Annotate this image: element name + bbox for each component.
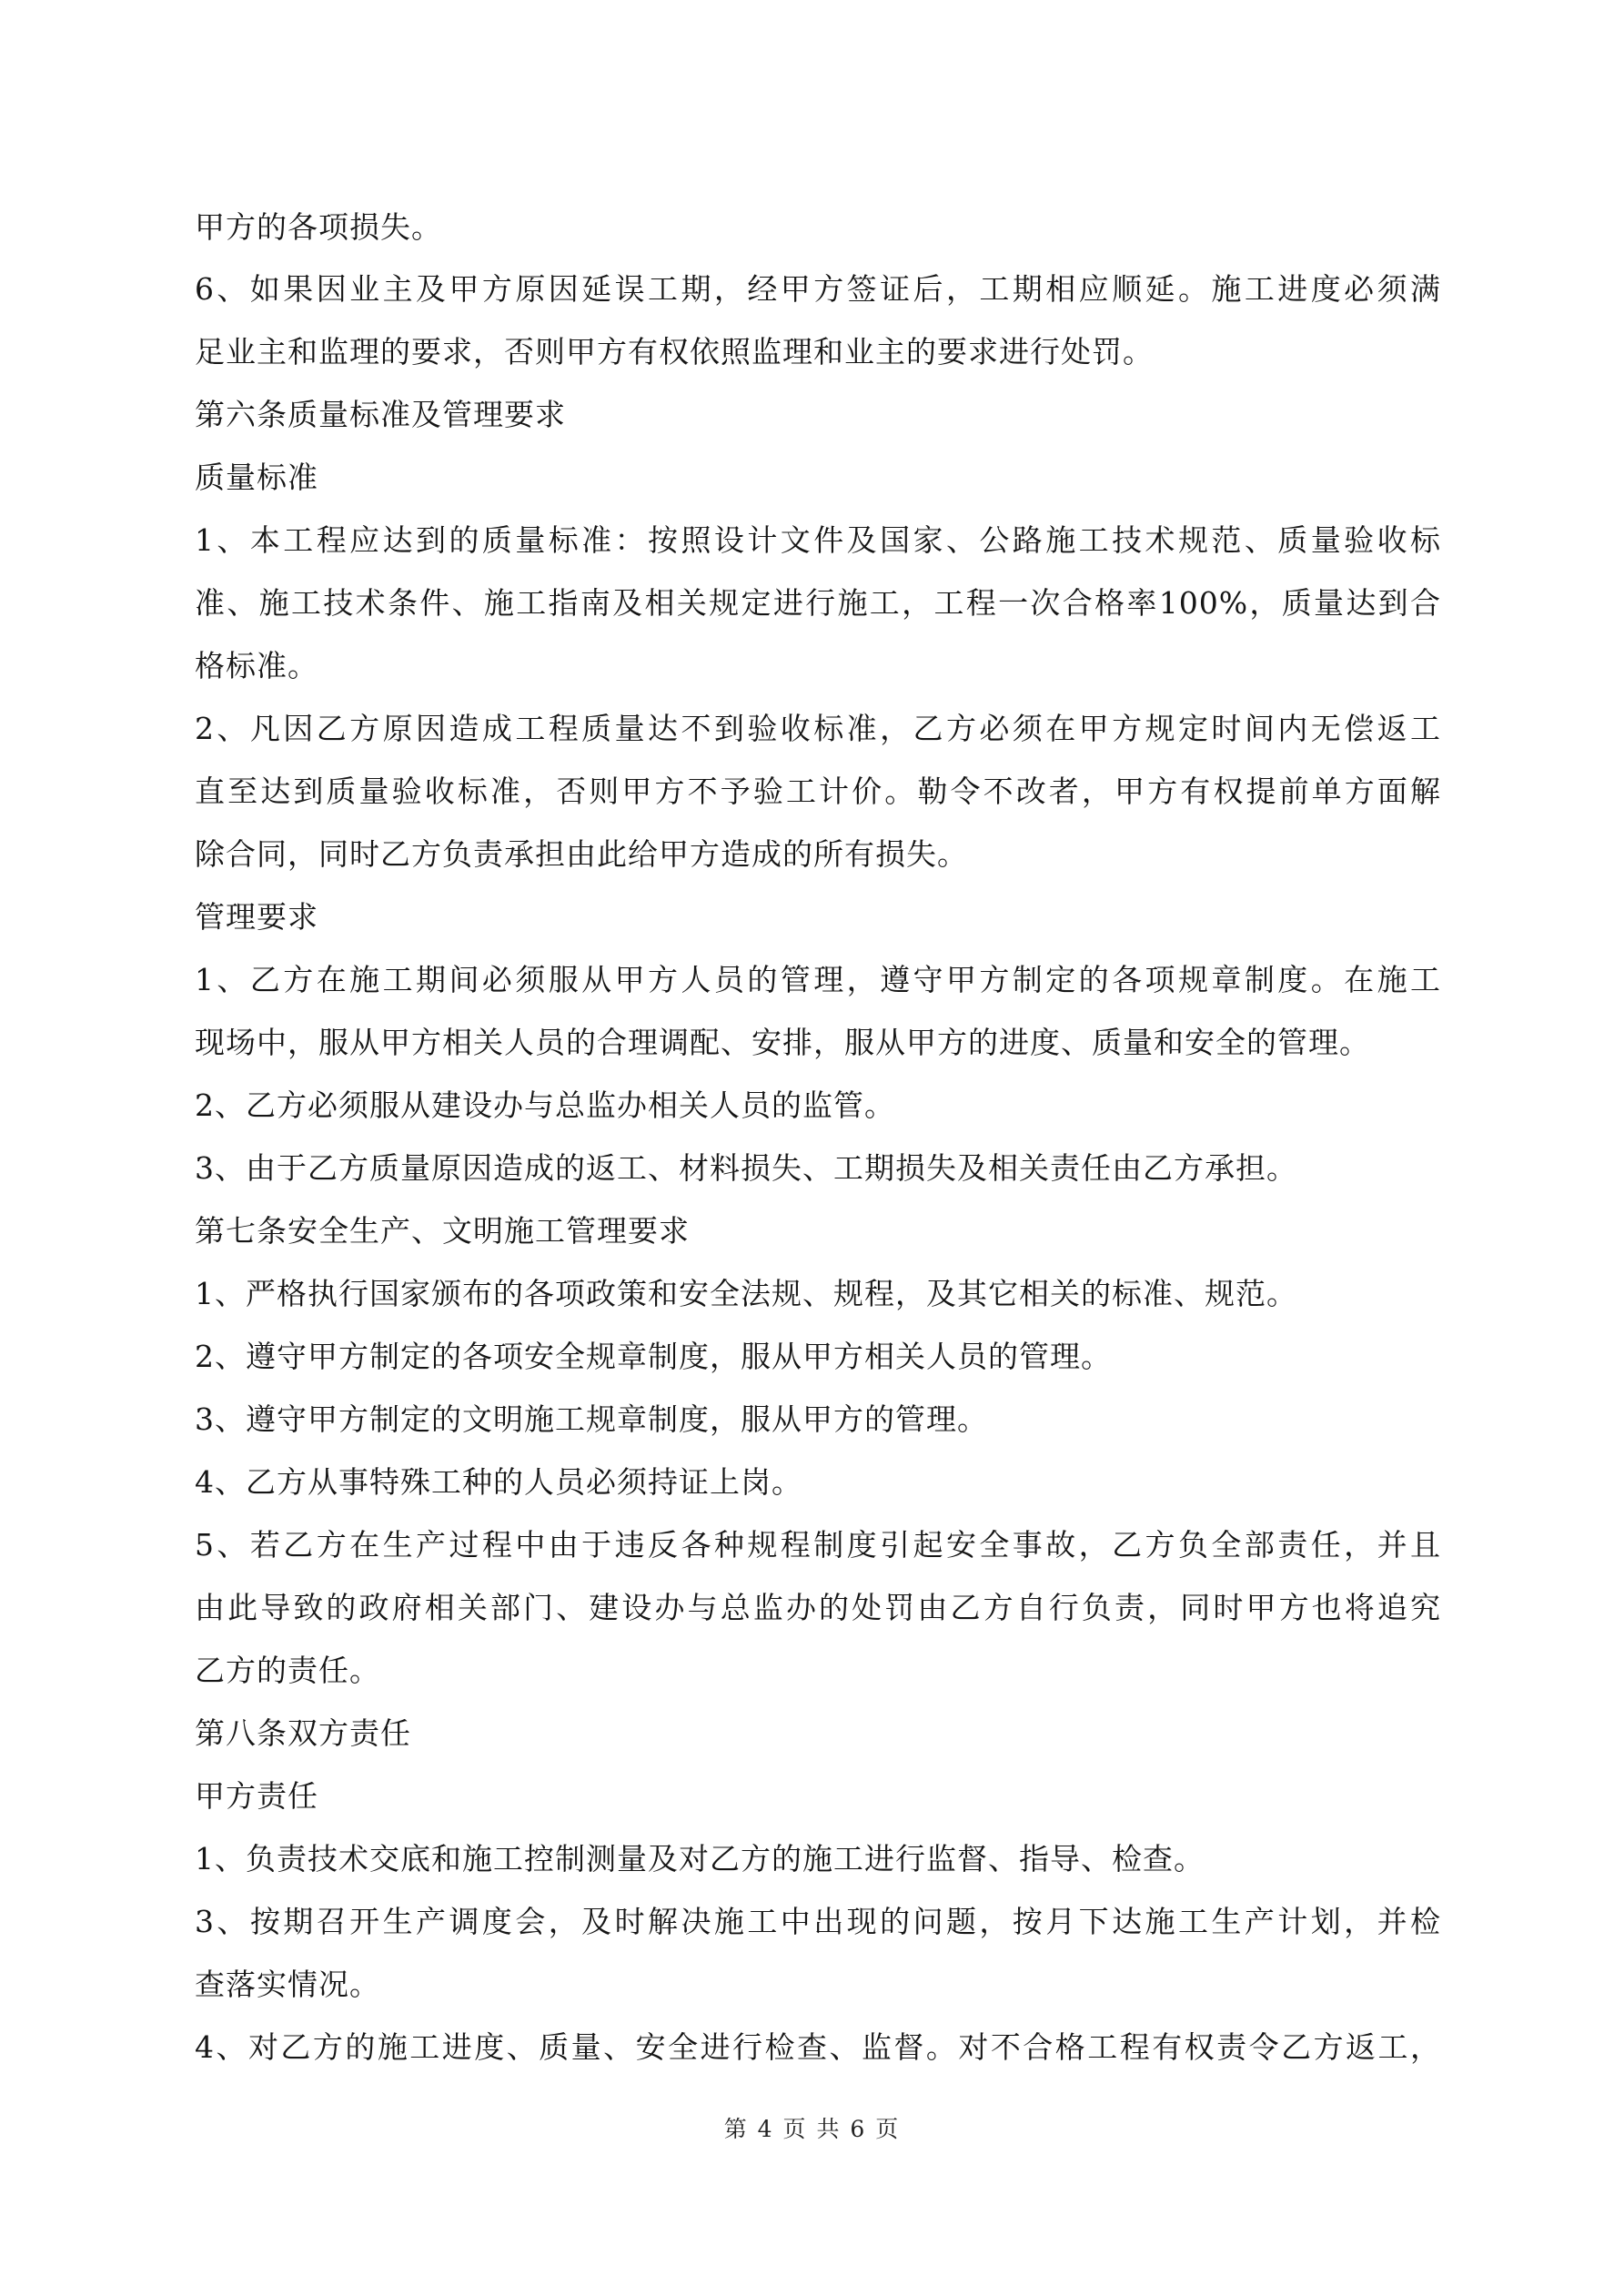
subsection-heading: 甲方责任 [195, 1778, 318, 1814]
text-line: 1、本工程应达到的质量标准：按照设计文件及国家、公路施工技术规范、质量验收标 [195, 522, 1441, 558]
section-heading: 第八条双方责任 [195, 1715, 411, 1751]
text-line: 5、若乙方在生产过程中由于违反各种规程制度引起安全事故，乙方负全部责任，并且 [195, 1527, 1441, 1563]
text-line: 准、施工技术条件、施工指南及相关规定进行施工，工程一次合格率100%，质量达到合 [195, 585, 1441, 621]
text-line: 现场中，服从甲方相关人员的合理调配、安排，服从甲方的进度、质量和安全的管理。 [195, 1025, 1370, 1060]
text-line: 3、遵守甲方制定的文明施工规章制度，服从甲方的管理。 [195, 1401, 988, 1437]
text-line: 除合同，同时乙方负责承担由此给甲方造成的所有损失。 [195, 836, 968, 872]
text-line: 3、由于乙方质量原因造成的返工、材料损失、工期损失及相关责任由乙方承担。 [195, 1150, 1297, 1186]
text-line: 乙方的责任。 [195, 1653, 380, 1688]
text-line: 2、遵守甲方制定的各项安全规章制度，服从甲方相关人员的管理。 [195, 1339, 1112, 1374]
text-line: 2、凡因乙方原因造成工程质量达不到验收标准，乙方必须在甲方规定时间内无偿返工 [195, 711, 1441, 746]
page-number-footer: 第 4 页 共 6 页 [723, 2116, 901, 2142]
text-line: 足业主和监理的要求，否则甲方有权依照监理和业主的要求进行处罚。 [195, 334, 1154, 369]
section-heading: 第六条质量标准及管理要求 [195, 397, 566, 432]
text-line: 直至达到质量验收标准，否则甲方不予验工计价。勒令不改者，甲方有权提前单方面解 [195, 774, 1441, 809]
text-line: 格标准。 [195, 648, 318, 683]
text-line: 由此导致的政府相关部门、建设办与总监办的处罚由乙方自行负责，同时甲方也将追究 [195, 1590, 1441, 1625]
text-line: 4、乙方从事特殊工种的人员必须持证上岗。 [195, 1464, 802, 1500]
text-line: 甲方的各项损失。 [195, 209, 442, 245]
text-line: 6、如果因业主及甲方原因延误工期，经甲方签证后，工期相应顺延。施工进度必须满 [195, 271, 1441, 307]
text-line: 1、严格执行国家颁布的各项政策和安全法规、规程，及其它相关的标准、规范。 [195, 1276, 1297, 1311]
text-line: 2、乙方必须服从建设办与总监办相关人员的监管。 [195, 1087, 895, 1123]
text-line: 查落实情况。 [195, 1967, 380, 2002]
subsection-heading: 质量标准 [195, 460, 318, 495]
text-line: 1、负责技术交底和施工控制测量及对乙方的施工进行监督、指导、检查。 [195, 1841, 1205, 1876]
text-line: 1、乙方在施工期间必须服从甲方人员的管理，遵守甲方制定的各项规章制度。在施工 [195, 962, 1441, 997]
text-line: 4、对乙方的施工进度、质量、安全进行检查、监督。对不合格工程有权责令乙方返工， [195, 2029, 1441, 2065]
subsection-heading: 管理要求 [195, 899, 318, 935]
text-line: 3、按期召开生产调度会，及时解决施工中出现的问题，按月下达施工生产计划，并检 [195, 1904, 1441, 1939]
section-heading: 第七条安全生产、文明施工管理要求 [195, 1213, 690, 1249]
